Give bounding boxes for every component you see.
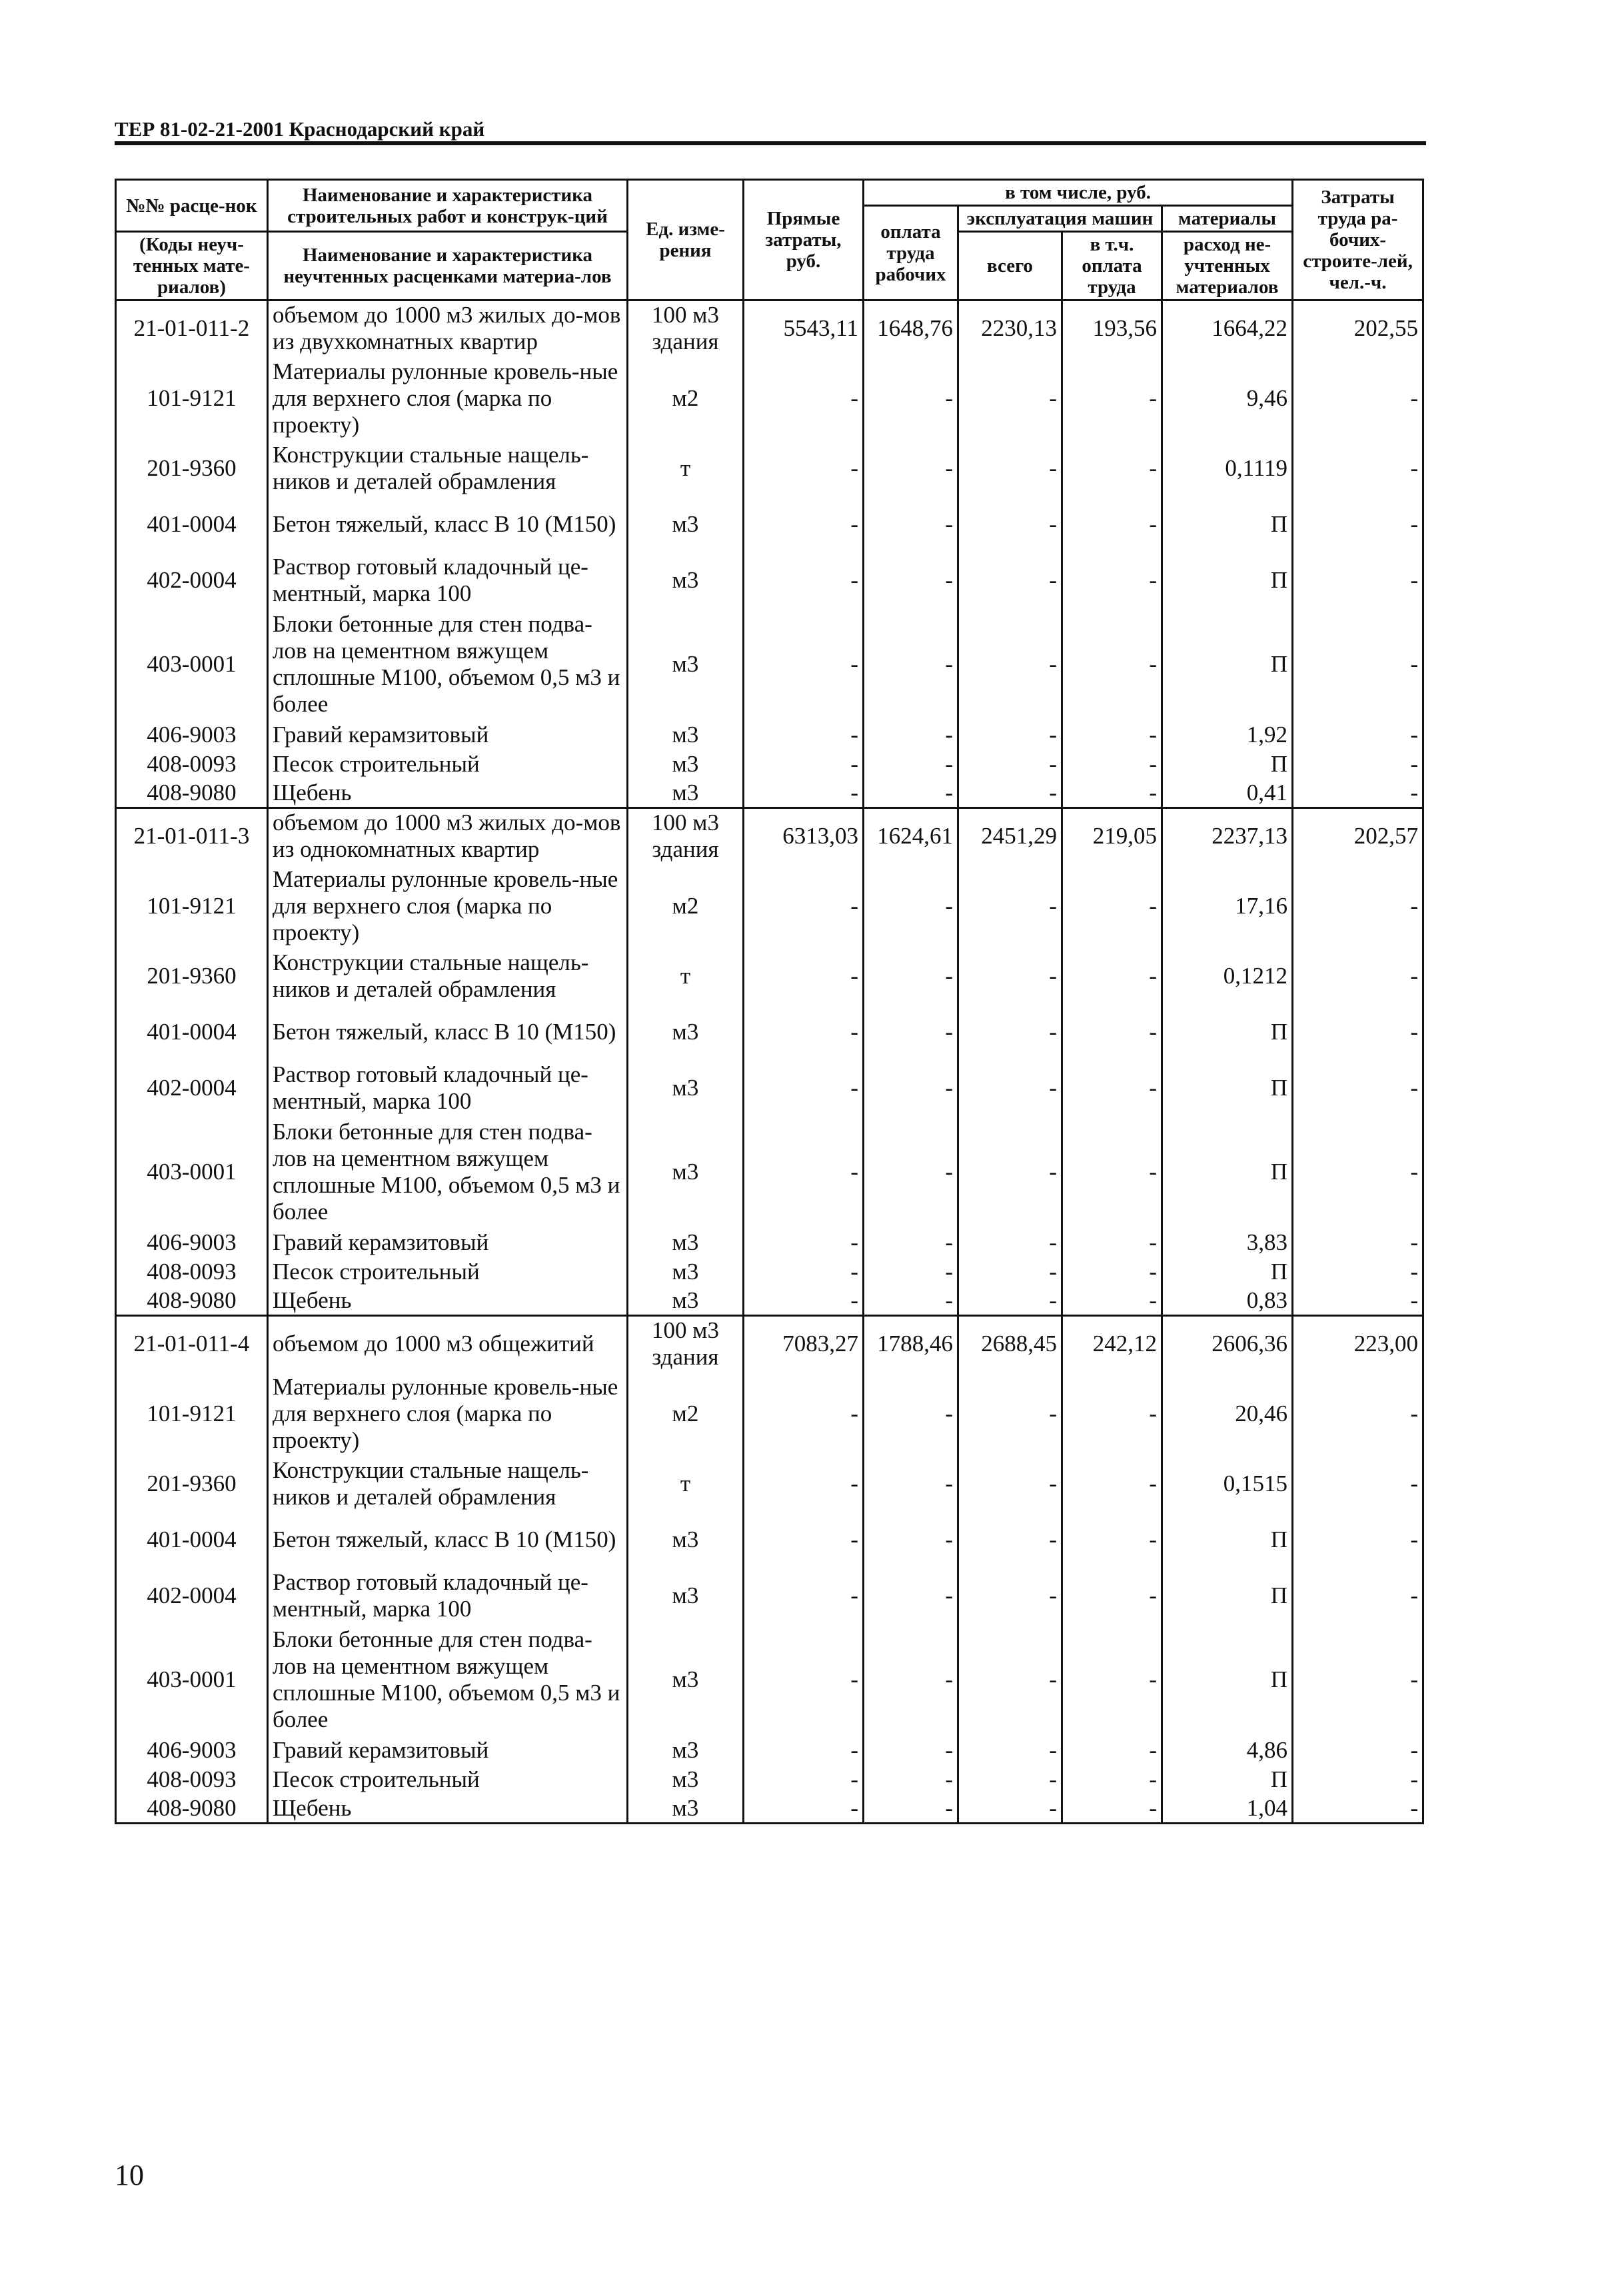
material-labor: - xyxy=(1293,720,1423,750)
material-materials: 20,46 xyxy=(1162,1372,1293,1456)
material-machines: - xyxy=(958,750,1062,779)
material-wages: - xyxy=(864,608,958,720)
material-unit: м3 xyxy=(628,1624,744,1736)
material-materials: 1,04 xyxy=(1162,1794,1293,1824)
header-labor: Затраты труда ра-бочих-строите-лей, чел.-ч. xyxy=(1293,180,1423,300)
material-machines-wages: - xyxy=(1062,440,1162,496)
material-direct: - xyxy=(744,1765,864,1794)
material-unit: м3 xyxy=(628,1568,744,1624)
material-machines-wages: - xyxy=(1062,1568,1162,1624)
material-machines-wages: - xyxy=(1062,1228,1162,1257)
material-name: Бетон тяжелый, класс В 10 (М150) xyxy=(268,496,628,552)
material-row xyxy=(116,1228,1423,1257)
material-name: Гравий керамзитовый xyxy=(268,1736,628,1765)
material-row xyxy=(116,1736,1423,1765)
material-machines-wages: - xyxy=(1062,720,1162,750)
material-code: 406-9003 xyxy=(116,1228,268,1257)
material-wages: - xyxy=(864,1624,958,1736)
material-machines: - xyxy=(958,779,1062,808)
material-materials: 3,83 xyxy=(1162,1228,1293,1257)
material-direct: - xyxy=(744,1512,864,1568)
material-machines: - xyxy=(958,1512,1062,1568)
material-materials: 0,83 xyxy=(1162,1287,1293,1316)
material-machines: - xyxy=(958,1257,1062,1287)
material-wages: - xyxy=(864,1794,958,1824)
material-name: Бетон тяжелый, класс В 10 (М150) xyxy=(268,1512,628,1568)
material-machines-wages: - xyxy=(1062,552,1162,608)
rate-direct: 5543,11 xyxy=(744,300,864,356)
material-name: Щебень xyxy=(268,779,628,808)
material-direct: - xyxy=(744,1624,864,1736)
material-unit: м3 xyxy=(628,1116,744,1228)
material-labor: - xyxy=(1293,552,1423,608)
rate-name: объемом до 1000 м3 общежитий xyxy=(268,1316,628,1372)
material-labor: - xyxy=(1293,356,1423,440)
rate-machines: 2688,45 xyxy=(958,1316,1062,1372)
material-name: Щебень xyxy=(268,1794,628,1824)
material-code: 402-0004 xyxy=(116,1568,268,1624)
material-row xyxy=(116,552,1423,608)
rate-labor: 202,55 xyxy=(1293,300,1423,356)
material-direct: - xyxy=(744,1736,864,1765)
material-unit: м3 xyxy=(628,1736,744,1765)
material-row xyxy=(116,1794,1423,1824)
material-labor: - xyxy=(1293,1512,1423,1568)
rate-machines-wages: 242,12 xyxy=(1062,1316,1162,1372)
material-direct: - xyxy=(744,864,864,948)
material-code: 201-9360 xyxy=(116,1456,268,1512)
material-row xyxy=(116,1287,1423,1316)
material-code: 401-0004 xyxy=(116,496,268,552)
material-row xyxy=(116,779,1423,808)
material-wages: - xyxy=(864,440,958,496)
material-materials: П xyxy=(1162,1060,1293,1116)
material-machines-wages: - xyxy=(1062,1765,1162,1794)
material-labor: - xyxy=(1293,1060,1423,1116)
material-labor: - xyxy=(1293,1257,1423,1287)
header-direct: Прямые затраты, руб. xyxy=(744,180,864,300)
material-wages: - xyxy=(864,1765,958,1794)
material-machines-wages: - xyxy=(1062,496,1162,552)
material-row xyxy=(116,1512,1423,1568)
material-materials: П xyxy=(1162,1004,1293,1060)
material-wages: - xyxy=(864,1228,958,1257)
rate-row xyxy=(116,1316,1423,1372)
material-row xyxy=(116,864,1423,948)
material-machines: - xyxy=(958,1372,1062,1456)
material-wages: - xyxy=(864,1116,958,1228)
material-wages: - xyxy=(864,1372,958,1456)
material-machines-wages: - xyxy=(1062,356,1162,440)
material-row xyxy=(116,1004,1423,1060)
material-materials: П xyxy=(1162,1624,1293,1736)
material-labor: - xyxy=(1293,1765,1423,1794)
material-materials: П xyxy=(1162,1765,1293,1794)
material-direct: - xyxy=(744,779,864,808)
material-wages: - xyxy=(864,1004,958,1060)
rate-machines: 2451,29 xyxy=(958,808,1062,864)
material-unit: т xyxy=(628,440,744,496)
material-code: 201-9360 xyxy=(116,440,268,496)
material-direct: - xyxy=(744,1228,864,1257)
material-wages: - xyxy=(864,1568,958,1624)
material-machines: - xyxy=(958,720,1062,750)
material-row xyxy=(116,1456,1423,1512)
material-labor: - xyxy=(1293,1794,1423,1824)
material-row xyxy=(116,1060,1423,1116)
material-unit: т xyxy=(628,948,744,1004)
material-unit: м3 xyxy=(628,720,744,750)
material-row xyxy=(116,440,1423,496)
rate-code: 21-01-011-2 xyxy=(116,300,268,356)
material-labor: - xyxy=(1293,496,1423,552)
material-labor: - xyxy=(1293,1736,1423,1765)
material-machines-wages: - xyxy=(1062,1456,1162,1512)
material-code: 408-9080 xyxy=(116,1287,268,1316)
material-row xyxy=(116,356,1423,440)
material-unit: м3 xyxy=(628,1257,744,1287)
material-machines: - xyxy=(958,864,1062,948)
table-body xyxy=(116,300,1423,1824)
material-wages: - xyxy=(864,1287,958,1316)
material-machines: - xyxy=(958,440,1062,496)
material-wages: - xyxy=(864,1257,958,1287)
material-machines: - xyxy=(958,1287,1062,1316)
material-name: Конструкции стальные нащель-ников и деталей обрамления xyxy=(268,948,628,1004)
rate-materials: 2237,13 xyxy=(1162,808,1293,864)
rate-code: 21-01-011-3 xyxy=(116,808,268,864)
material-direct: - xyxy=(744,1456,864,1512)
material-direct: - xyxy=(744,440,864,496)
material-name: Бетон тяжелый, класс В 10 (М150) xyxy=(268,1004,628,1060)
material-code: 403-0001 xyxy=(116,608,268,720)
material-machines-wages: - xyxy=(1062,1372,1162,1456)
material-labor: - xyxy=(1293,1004,1423,1060)
material-labor: - xyxy=(1293,1228,1423,1257)
rate-direct: 7083,27 xyxy=(744,1316,864,1372)
material-wages: - xyxy=(864,1456,958,1512)
rate-machines-wages: 219,05 xyxy=(1062,808,1162,864)
material-unit: м3 xyxy=(628,552,744,608)
rate-materials: 1664,22 xyxy=(1162,300,1293,356)
material-unit: м3 xyxy=(628,1794,744,1824)
material-machines: - xyxy=(958,356,1062,440)
header-rule xyxy=(115,141,1426,145)
material-unit: м3 xyxy=(628,1004,744,1060)
material-unit: м2 xyxy=(628,1372,744,1456)
material-direct: - xyxy=(744,608,864,720)
material-materials: П xyxy=(1162,552,1293,608)
header-machines: эксплуатация машин xyxy=(958,206,1162,232)
material-direct: - xyxy=(744,1287,864,1316)
material-machines: - xyxy=(958,496,1062,552)
material-code: 401-0004 xyxy=(116,1004,268,1060)
material-machines-wages: - xyxy=(1062,1004,1162,1060)
material-materials: П xyxy=(1162,496,1293,552)
header-code-sub: (Коды неуч-тенных мате-риалов) xyxy=(116,232,268,300)
material-row xyxy=(116,1624,1423,1736)
material-machines-wages: - xyxy=(1062,1257,1162,1287)
material-machines-wages: - xyxy=(1062,1624,1162,1736)
material-unit: м3 xyxy=(628,750,744,779)
material-name: Раствор готовый кладочный це-ментный, марка 100 xyxy=(268,1060,628,1116)
material-materials: 1,92 xyxy=(1162,720,1293,750)
material-direct: - xyxy=(744,356,864,440)
material-row xyxy=(116,1372,1423,1456)
rate-materials: 2606,36 xyxy=(1162,1316,1293,1372)
material-machines: - xyxy=(958,1004,1062,1060)
material-materials: 0,1119 xyxy=(1162,440,1293,496)
material-direct: - xyxy=(744,1116,864,1228)
material-name: Щебень xyxy=(268,1287,628,1316)
material-code: 406-9003 xyxy=(116,720,268,750)
material-direct: - xyxy=(744,1568,864,1624)
material-code: 408-0093 xyxy=(116,1765,268,1794)
material-code: 101-9121 xyxy=(116,1372,268,1456)
material-materials: П xyxy=(1162,1512,1293,1568)
material-code: 101-9121 xyxy=(116,864,268,948)
material-name: Материалы рулонные кровель-ные для верхнего слоя (марка по проекту) xyxy=(268,356,628,440)
material-row xyxy=(116,1257,1423,1287)
page-number: 10 xyxy=(115,2159,144,2191)
material-machines-wages: - xyxy=(1062,948,1162,1004)
material-name: Раствор готовый кладочный це-ментный, марка 100 xyxy=(268,552,628,608)
material-name: Блоки бетонные для стен подва-лов на цементном вяжущем сплошные М100, объемом 0,5 м3 и более xyxy=(268,608,628,720)
material-machines-wages: - xyxy=(1062,864,1162,948)
material-machines-wages: - xyxy=(1062,1116,1162,1228)
material-machines-wages: - xyxy=(1062,1060,1162,1116)
material-row xyxy=(116,948,1423,1004)
rate-machines: 2230,13 xyxy=(958,300,1062,356)
material-wages: - xyxy=(864,356,958,440)
material-unit: м3 xyxy=(628,1512,744,1568)
material-materials: П xyxy=(1162,1568,1293,1624)
material-name: Блоки бетонные для стен подва-лов на цементном вяжущем сплошные М100, объемом 0,5 м3 и более xyxy=(268,1624,628,1736)
material-wages: - xyxy=(864,552,958,608)
material-direct: - xyxy=(744,552,864,608)
material-unit: м3 xyxy=(628,608,744,720)
material-direct: - xyxy=(744,750,864,779)
material-machines: - xyxy=(958,1794,1062,1824)
material-labor: - xyxy=(1293,864,1423,948)
material-labor: - xyxy=(1293,1287,1423,1316)
header-incl: в том числе, руб. xyxy=(864,180,1293,206)
material-name: Раствор готовый кладочный це-ментный, марка 100 xyxy=(268,1568,628,1624)
material-row xyxy=(116,750,1423,779)
rate-wages: 1788,46 xyxy=(864,1316,958,1372)
material-code: 408-0093 xyxy=(116,750,268,779)
header-name: Наименование и характеристика строительных работ и конструк-ций xyxy=(268,180,628,232)
rate-unit: 100 м3 здания xyxy=(628,300,744,356)
material-materials: 0,41 xyxy=(1162,779,1293,808)
material-row xyxy=(116,1568,1423,1624)
header-machines-wages: в т.ч. оплата труда xyxy=(1062,232,1162,300)
material-wages: - xyxy=(864,779,958,808)
material-labor: - xyxy=(1293,1456,1423,1512)
material-name: Гравий керамзитовый xyxy=(268,720,628,750)
material-unit: м3 xyxy=(628,779,744,808)
material-machines-wages: - xyxy=(1062,1794,1162,1824)
material-unit: м3 xyxy=(628,1765,744,1794)
material-labor: - xyxy=(1293,948,1423,1004)
material-name: Песок строительный xyxy=(268,1257,628,1287)
material-name: Конструкции стальные нащель-ников и деталей обрамления xyxy=(268,1456,628,1512)
rate-unit: 100 м3 здания xyxy=(628,1316,744,1372)
material-machines: - xyxy=(958,1736,1062,1765)
table-header xyxy=(116,180,1423,300)
material-wages: - xyxy=(864,720,958,750)
material-wages: - xyxy=(864,1736,958,1765)
material-labor: - xyxy=(1293,1116,1423,1228)
header-materials: материалы xyxy=(1162,206,1293,232)
material-wages: - xyxy=(864,864,958,948)
material-materials: 0,1212 xyxy=(1162,948,1293,1004)
material-unit: м3 xyxy=(628,496,744,552)
material-machines: - xyxy=(958,1456,1062,1512)
material-wages: - xyxy=(864,948,958,1004)
material-machines-wages: - xyxy=(1062,750,1162,779)
material-row xyxy=(116,496,1423,552)
material-labor: - xyxy=(1293,1624,1423,1736)
material-unit: м3 xyxy=(628,1228,744,1257)
material-machines: - xyxy=(958,1060,1062,1116)
material-direct: - xyxy=(744,1372,864,1456)
material-labor: - xyxy=(1293,750,1423,779)
material-materials: П xyxy=(1162,1257,1293,1287)
rates-table xyxy=(115,179,1424,1824)
material-row xyxy=(116,720,1423,750)
material-machines-wages: - xyxy=(1062,1736,1162,1765)
material-direct: - xyxy=(744,1257,864,1287)
material-code: 401-0004 xyxy=(116,1512,268,1568)
material-machines: - xyxy=(958,1624,1062,1736)
material-wages: - xyxy=(864,496,958,552)
material-machines-wages: - xyxy=(1062,1287,1162,1316)
material-machines: - xyxy=(958,1116,1062,1228)
material-direct: - xyxy=(744,1004,864,1060)
material-direct: - xyxy=(744,496,864,552)
rate-row xyxy=(116,300,1423,356)
material-code: 101-9121 xyxy=(116,356,268,440)
material-wages: - xyxy=(864,1512,958,1568)
rate-row xyxy=(116,808,1423,864)
material-wages: - xyxy=(864,1060,958,1116)
material-machines: - xyxy=(958,1765,1062,1794)
material-code: 402-0004 xyxy=(116,1060,268,1116)
material-code: 403-0001 xyxy=(116,1116,268,1228)
material-direct: - xyxy=(744,1060,864,1116)
material-machines: - xyxy=(958,948,1062,1004)
material-labor: - xyxy=(1293,1372,1423,1456)
material-unit: м2 xyxy=(628,864,744,948)
material-machines-wages: - xyxy=(1062,1512,1162,1568)
material-name: Конструкции стальные нащель-ников и деталей обрамления xyxy=(268,440,628,496)
material-code: 406-9003 xyxy=(116,1736,268,1765)
material-direct: - xyxy=(744,1794,864,1824)
rate-labor: 223,00 xyxy=(1293,1316,1423,1372)
material-machines-wages: - xyxy=(1062,779,1162,808)
material-direct: - xyxy=(744,720,864,750)
material-code: 403-0001 xyxy=(116,1624,268,1736)
material-unit: м2 xyxy=(628,356,744,440)
material-name: Материалы рулонные кровель-ные для верхнего слоя (марка по проекту) xyxy=(268,1372,628,1456)
material-labor: - xyxy=(1293,779,1423,808)
material-name: Блоки бетонные для стен подва-лов на цементном вяжущем сплошные М100, объемом 0,5 м3 и более xyxy=(268,1116,628,1228)
material-direct: - xyxy=(744,948,864,1004)
material-wages: - xyxy=(864,750,958,779)
material-name: Песок строительный xyxy=(268,750,628,779)
rate-wages: 1624,61 xyxy=(864,808,958,864)
material-machines: - xyxy=(958,1568,1062,1624)
material-unit: м3 xyxy=(628,1287,744,1316)
material-code: 408-9080 xyxy=(116,1794,268,1824)
material-materials: 4,86 xyxy=(1162,1736,1293,1765)
rate-unit: 100 м3 здания xyxy=(628,808,744,864)
material-machines: - xyxy=(958,608,1062,720)
material-labor: - xyxy=(1293,1568,1423,1624)
material-name: Песок строительный xyxy=(268,1765,628,1794)
material-name: Материалы рулонные кровель-ные для верхнего слоя (марка по проекту) xyxy=(268,864,628,948)
rate-wages: 1648,76 xyxy=(864,300,958,356)
material-machines: - xyxy=(958,552,1062,608)
material-row xyxy=(116,608,1423,720)
header-wages: оплата труда рабочих xyxy=(864,206,958,300)
rate-direct: 6313,03 xyxy=(744,808,864,864)
material-materials: 9,46 xyxy=(1162,356,1293,440)
rate-name: объемом до 1000 м3 жилых до-мов из двухкомнатных квартир xyxy=(268,300,628,356)
material-machines: - xyxy=(958,1228,1062,1257)
material-unit: м3 xyxy=(628,1060,744,1116)
rate-machines-wages: 193,56 xyxy=(1062,300,1162,356)
material-materials: П xyxy=(1162,1116,1293,1228)
header-code: №№ расце-нок xyxy=(116,180,268,232)
material-name: Гравий керамзитовый xyxy=(268,1228,628,1257)
header-materials-sub: расход не-учтенных материалов xyxy=(1162,232,1293,300)
material-unit: т xyxy=(628,1456,744,1512)
header-name-sub: Наименование и характеристика неучтенных расценками материа-лов xyxy=(268,232,628,300)
rate-code: 21-01-011-4 xyxy=(116,1316,268,1372)
material-labor: - xyxy=(1293,608,1423,720)
material-code: 402-0004 xyxy=(116,552,268,608)
rate-name: объемом до 1000 м3 жилых до-мов из однокомнатных квартир xyxy=(268,808,628,864)
rate-labor: 202,57 xyxy=(1293,808,1423,864)
material-code: 408-9080 xyxy=(116,779,268,808)
page-header: ТЕР 81-02-21-2001 Краснодарский край xyxy=(115,117,485,141)
header-unit: Ед. изме-рения xyxy=(628,180,744,300)
material-machines-wages: - xyxy=(1062,608,1162,720)
material-code: 408-0093 xyxy=(116,1257,268,1287)
material-labor: - xyxy=(1293,440,1423,496)
material-materials: П xyxy=(1162,608,1293,720)
header-machines-total: всего xyxy=(958,232,1062,300)
material-materials: 17,16 xyxy=(1162,864,1293,948)
material-row xyxy=(116,1116,1423,1228)
material-materials: П xyxy=(1162,750,1293,779)
material-code: 201-9360 xyxy=(116,948,268,1004)
material-row xyxy=(116,1765,1423,1794)
material-materials: 0,1515 xyxy=(1162,1456,1293,1512)
